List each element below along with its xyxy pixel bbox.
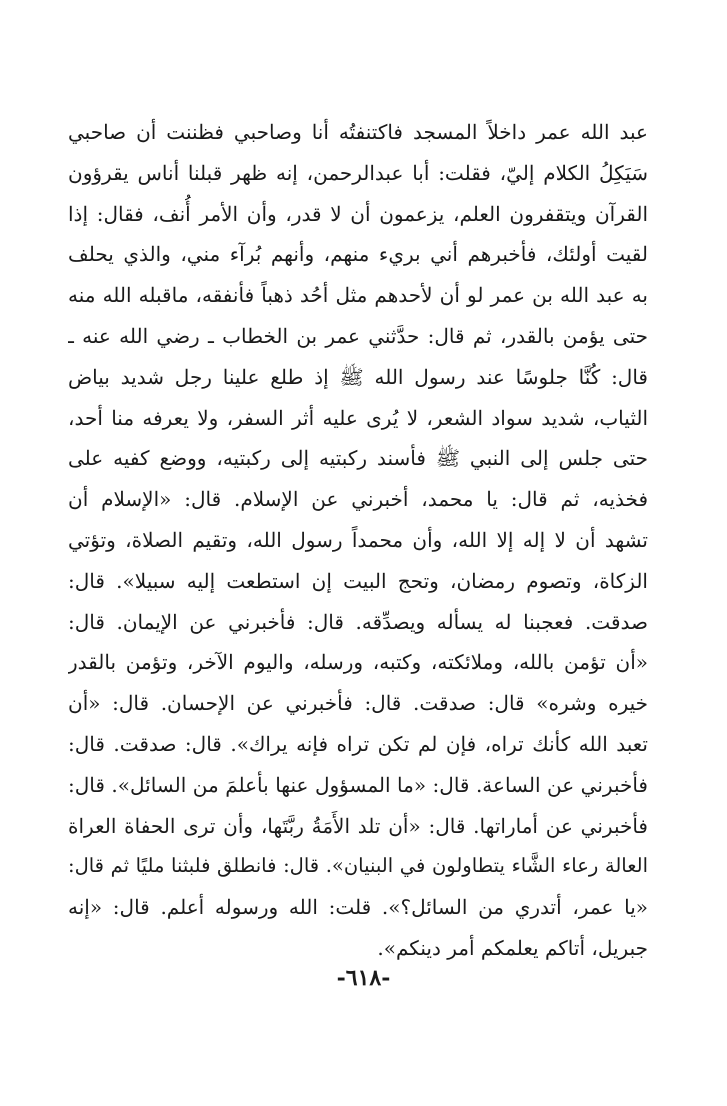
text-line: الثياب، شديد سواد الشعر، لا يُرى عليه أثر السفر، ولا يعرفه منا أحد، <box>68 405 648 430</box>
text-line: تشهد أن لا إله إلا الله، وأن محمداً رسول الله، وتقيم الصلاة، وتؤتي <box>68 527 648 552</box>
page-number: -٦١٨- <box>336 965 391 991</box>
text-line: فأخبرني عن الساعة. قال: «ما المسؤول عنها بأعلمَ من السائل». قال: <box>68 772 648 797</box>
body-text <box>68 112 648 969</box>
text-line: حتى يؤمن بالقدر، ثم قال: حدَّثني عمر بن الخطاب ـ رضي الله عنه ـ <box>68 323 648 348</box>
text-line: فأخبرني عن أماراتها. قال: «أن تلد الأَمَةُ ربَّتَها، وأن ترى الحفاة العراة <box>68 813 648 838</box>
text-line: قال: كُنَّا جلوسًا عند رسول الله ﷺ إذ طلع علينا رجل شديد بياض <box>68 364 648 389</box>
text-line: سَيَكِلُ الكلام إليّ، فقلت: أبا عبدالرحمن، إنه ظهر قبلنا أناس يقرؤون <box>68 160 648 185</box>
text-line: العالة رعاء الشَّاء يتطاولون في البنيان». قال: فانطلق فلبثنا مليًا ثم قال: <box>68 854 648 878</box>
text-line: عبد الله عمر داخلاً المسجد فاكتنفتُه أنا وصاحبي فظننت أن صاحبي <box>68 120 648 144</box>
text-line: تعبد الله كأنك تراه، فإن لم تكن تراه فإنه يراك». قال: صدقت. قال: <box>68 731 648 756</box>
text-line: «يا عمر، أتدري من السائل؟». قلت: الله ورسوله أعلم. قال: «إنه <box>68 895 648 920</box>
text-line: فخذيه، ثم قال: يا محمد، أخبرني عن الإسلام. قال: «الإسلام أن <box>68 487 648 512</box>
text-line: حتى جلس إلى النبي ﷺ فأسند ركبتيه إلى ركبتيه، ووضع كفيه على <box>68 446 648 471</box>
book-page <box>68 112 648 1012</box>
text-line: به عبد الله بن عمر لو أن لأحدهم مثل أحُد ذهباً فأنفقه، ماقبله الله منه <box>68 283 648 308</box>
text-line: خيره وشره» قال: صدقت. قال: فأخبرني عن الإحسان. قال: «أن <box>68 691 648 716</box>
text-line: لقيت أولئك، فأخبرهم أني بريء منهم، وأنهم بُرآء مني، والذي يحلف <box>68 242 648 267</box>
text-line: جبريل، أتاكم يعلمكم أمر دينكم». <box>377 935 648 960</box>
text-line: القرآن ويتقفرون العلم، يزعمون أن لا قدر، وأن الأمر أُنف، فقال: إذا <box>68 201 648 226</box>
text-line: «أن تؤمن بالله، وملائكته، وكتبه، ورسله، واليوم الآخر، وتؤمن بالقدر <box>68 650 648 675</box>
text-line: الزكاة، وتصوم رمضان، وتحج البيت إن استطعت إليه سبيلا». قال: <box>68 568 648 593</box>
text-line: صدقت. فعجبنا له يسأله ويصدِّقه. قال: فأخبرني عن الإيمان. قال: <box>68 609 648 634</box>
